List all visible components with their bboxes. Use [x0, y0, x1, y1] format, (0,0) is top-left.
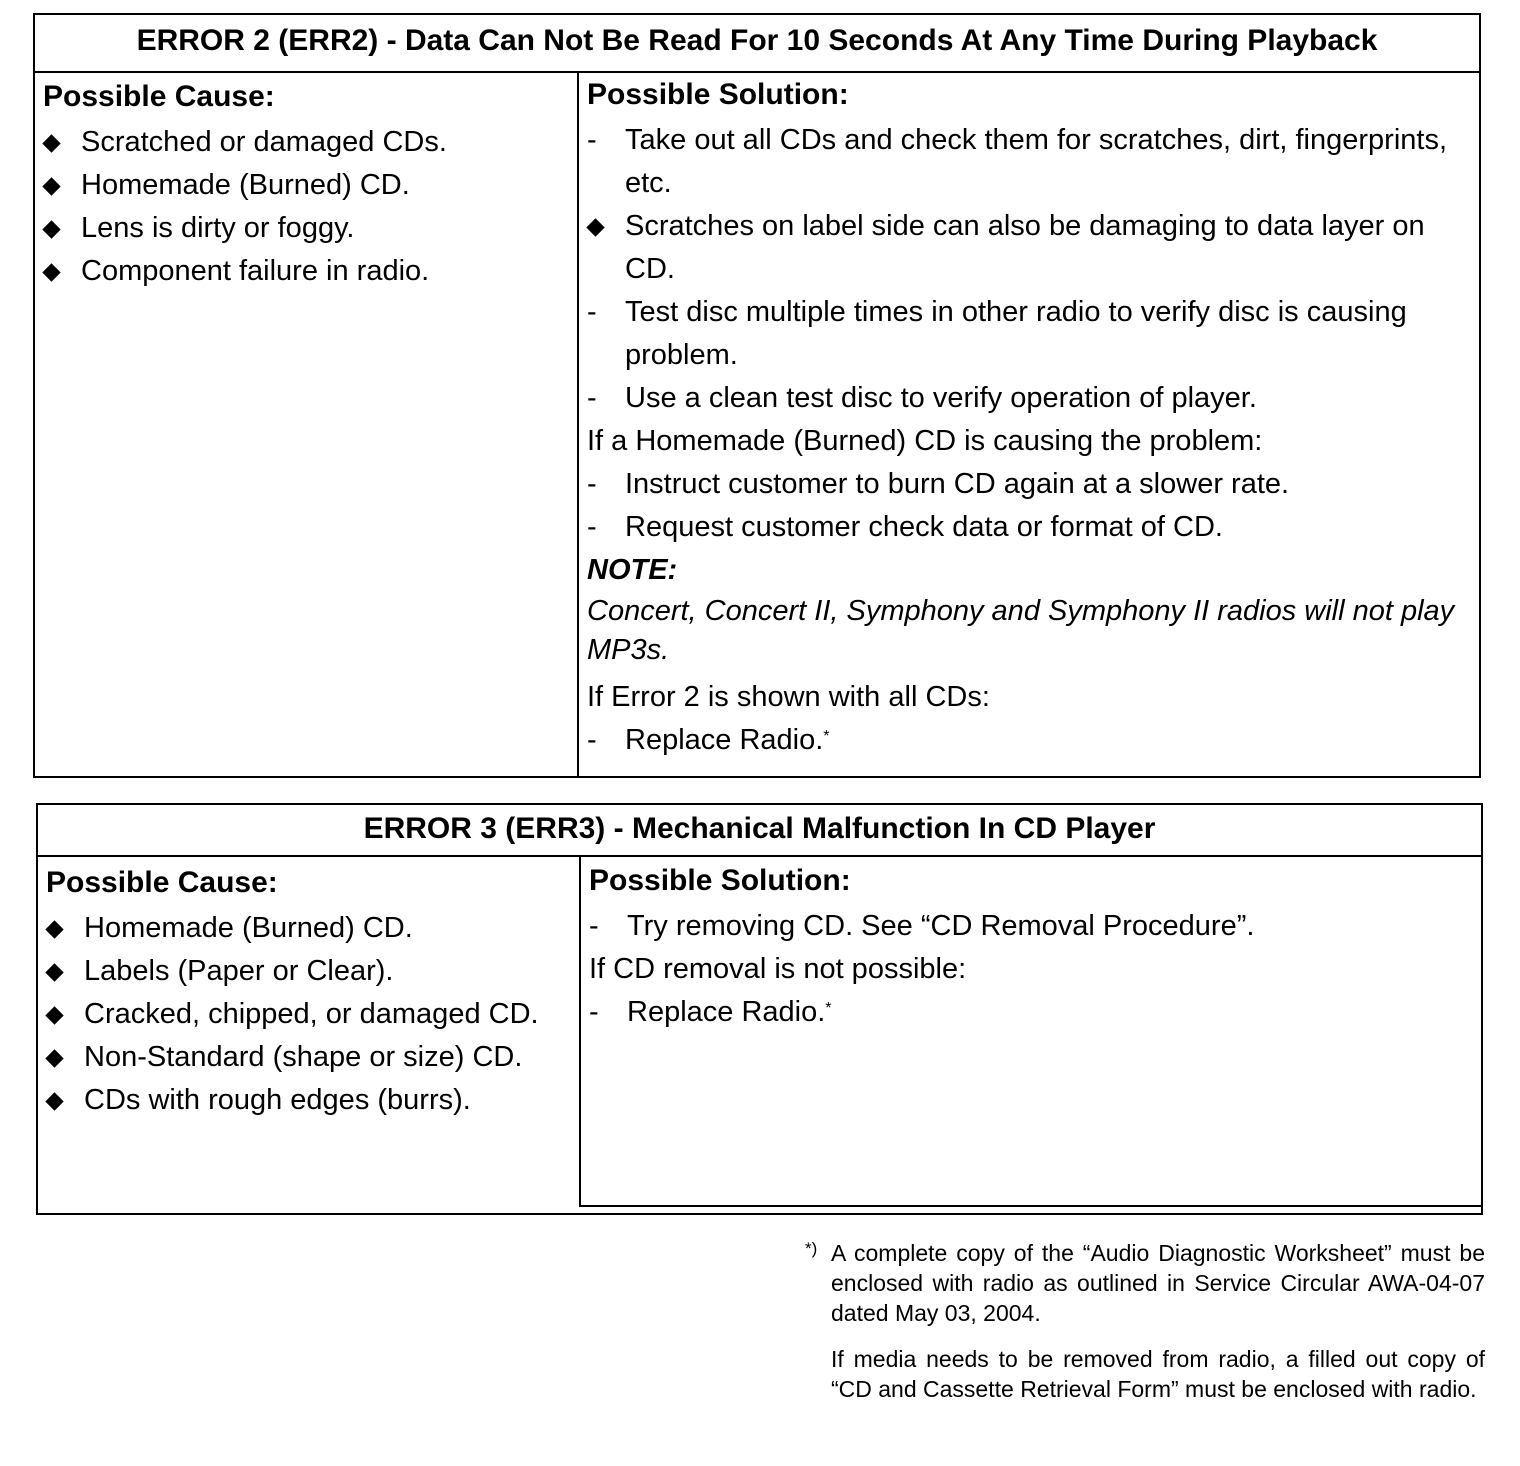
error2-cause-column — [35, 73, 579, 293]
solution-paragraph: If Error 2 is shown with all CDs: — [587, 681, 990, 713]
error3-table — [36, 803, 1483, 1215]
list-item: - Use a clean test disc to verify operation of player. — [587, 382, 1257, 414]
list-item: Scratched or damaged CDs. — [35, 121, 579, 164]
diamond-bullet-icon — [42, 263, 60, 281]
footnote-marker: * — [823, 728, 830, 745]
error2-solution-heading: Possible Solution: — [587, 78, 849, 111]
solution-paragraph: If a Homemade (Burned) CD is causing the problem: — [587, 425, 1263, 457]
list-item: - Replace Radio.* — [587, 724, 830, 756]
list-item: Labels (Paper or Clear). — [38, 950, 580, 993]
diamond-bullet-icon — [42, 220, 60, 238]
error2-solution-column — [577, 71, 1479, 776]
diamond-bullet-icon — [42, 134, 60, 152]
error2-title: ERROR 2 (ERR2) - Data Can Not Be Read For 10 Seconds At Any Time During Playback — [35, 15, 1479, 73]
error3-solution-column — [579, 855, 1481, 1207]
list-item: - Test disc multiple times in other radio to verify disc is causing problem. — [587, 296, 1407, 371]
list-item: - Try removing CD. See “CD Removal Procedure”. — [589, 910, 1255, 942]
diamond-bullet-icon — [45, 1049, 63, 1067]
footnote-mark: *) — [805, 1239, 818, 1258]
list-item: Homemade (Burned) CD. — [35, 164, 579, 207]
list-item: - Request customer check data or format of CD. — [587, 511, 1223, 543]
note-heading: NOTE: — [587, 554, 678, 586]
list-item: CDs with rough edges (burrs). — [38, 1079, 580, 1122]
error2-cause-heading: Possible Cause: — [43, 80, 275, 113]
list-item: Cracked, chipped, or damaged CD. — [38, 993, 580, 1036]
footnote-paragraph-2: If media needs to be removed from radio, a filled out copy of “CD and Cassette Retrieval Form” must be enclosed with radio. — [831, 1346, 1485, 1402]
diamond-bullet-icon — [586, 218, 604, 236]
error3-solution-heading: Possible Solution: — [589, 864, 851, 897]
list-item: - Replace Radio.* — [589, 996, 832, 1028]
diamond-bullet-icon — [45, 920, 63, 938]
footnote-marker: * — [825, 1000, 832, 1017]
diamond-bullet-icon — [42, 177, 60, 195]
list-item: Non-Standard (shape or size) CD. — [38, 1036, 580, 1079]
error3-title: ERROR 3 (ERR3) - Mechanical Malfunction In CD Player — [38, 805, 1481, 857]
note-body: Concert, Concert II, Symphony and Symphony II radios will not play MP3s. — [587, 595, 1455, 666]
solution-paragraph: If CD removal is not possible: — [589, 953, 967, 985]
error3-cause-heading: Possible Cause: — [46, 866, 278, 899]
error2-table — [33, 13, 1481, 778]
diamond-bullet-icon — [45, 963, 63, 981]
list-item: Lens is dirty or foggy. — [35, 207, 579, 250]
diamond-bullet-icon — [45, 1092, 63, 1110]
diamond-bullet-icon — [45, 1006, 63, 1024]
list-item: - Instruct customer to burn CD again at a slower rate. — [587, 468, 1290, 500]
footnote — [805, 1238, 1485, 1404]
list-item: - Take out all CDs and check them for scratches, dirt, fingerprints, etc. — [587, 124, 1448, 199]
list-item: Component failure in radio. — [35, 250, 579, 293]
footnote-paragraph-1: A complete copy of the “Audio Diagnostic Worksheet” must be enclosed with radio as outlined in Service Circular AWA-04-07 dated May 03, 2004. — [831, 1240, 1485, 1326]
error3-cause-column — [38, 857, 580, 1122]
list-item: Homemade (Burned) CD. — [38, 907, 580, 950]
list-item: Scratches on label side can also be damaging to data layer on CD. — [579, 205, 1479, 291]
